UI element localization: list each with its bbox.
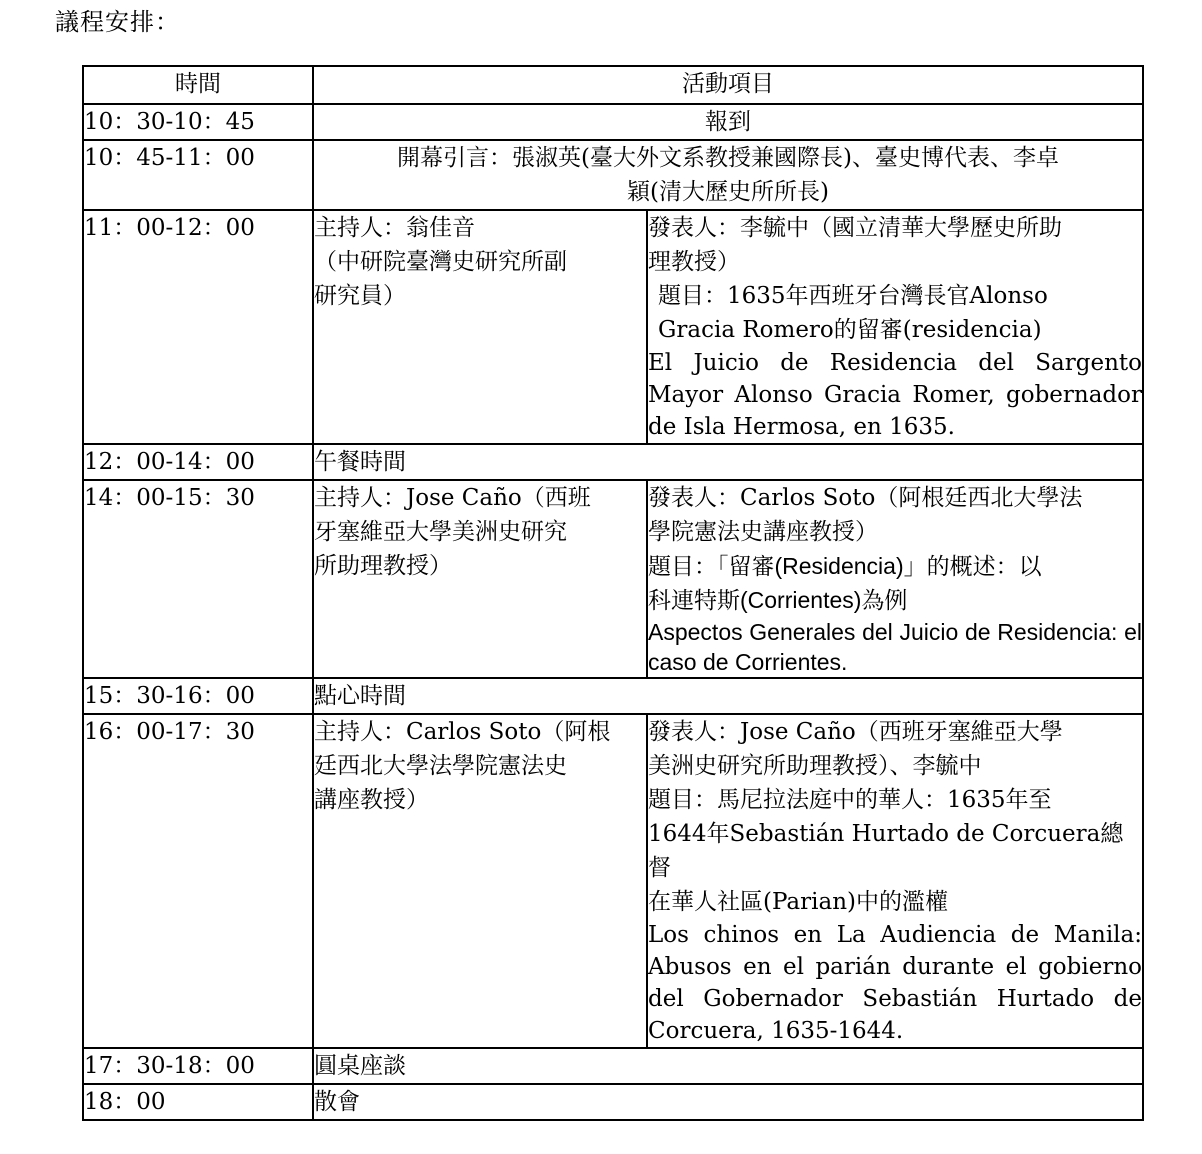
topic-line: 題目：馬尼拉法庭中的華人：1635年至 [648, 787, 1052, 813]
time-cell: 17：30-18：00 [83, 1048, 313, 1084]
agenda-table [82, 65, 1144, 1121]
host-line: 牙塞維亞大學美洲史研究 [314, 519, 567, 545]
topic-line: 科連特斯(Corrientes)為例 [648, 587, 908, 613]
presentation-cell [647, 210, 1143, 444]
table-row [83, 140, 1143, 210]
host-line: （中研院臺灣史研究所副 [314, 249, 567, 275]
spanish-title: Aspectos Generales del Juicio de Residencia: el caso de Corrientes. [648, 619, 1142, 675]
table-row [83, 480, 1143, 678]
topic-line: 題目：「留審(Residencia)」的概述：以 [648, 553, 1042, 579]
table-row [83, 714, 1143, 1048]
activity-cell: 點心時間 [313, 678, 1143, 714]
time-cell: 12：00-14：00 [83, 444, 313, 480]
presentation-cell [647, 714, 1143, 1048]
host-line: 所助理教授） [314, 553, 452, 579]
table-header-row [83, 66, 1143, 104]
opening-remarks-line: 穎(清大歷史所所長) [627, 179, 829, 205]
table-row [83, 1048, 1143, 1084]
time-cell: 11：00-12：00 [83, 210, 313, 444]
table-row [83, 1084, 1143, 1120]
presenter-line: 美洲史研究所助理教授）、李毓中 [648, 753, 982, 779]
host-line: 主持人：Jose Caño（西班 [314, 485, 591, 511]
page-heading: 議程安排： [55, 8, 180, 36]
presenter-line: 發表人：Jose Caño（西班牙塞維亞大學 [648, 719, 1063, 745]
presenter-line: 學院憲法史講座教授） [648, 519, 878, 545]
host-line: 研究員） [314, 283, 406, 309]
opening-remarks-cell [313, 140, 1143, 210]
host-line: 主持人：翁佳音 [314, 215, 475, 241]
table-row [83, 444, 1143, 480]
time-cell: 10：30-10：45 [83, 104, 313, 140]
table-row [83, 104, 1143, 140]
table-row [83, 678, 1143, 714]
activity-cell: 圓桌座談 [313, 1048, 1143, 1084]
topic-line: 1644年Sebastián Hurtado de Corcuera總督 [648, 821, 1124, 881]
host-cell [313, 210, 647, 444]
activity-cell: 報到 [313, 104, 1143, 140]
presenter-line: 發表人：李毓中（國立清華大學歷史所助 [648, 215, 1062, 241]
header-activity: 活動項目 [313, 66, 1143, 104]
spanish-title: El Juicio de Residencia del Sargento Mayor Alonso Gracia Romer, gobernador de Isla Hermosa, en 1635. [648, 350, 1142, 440]
host-cell [313, 714, 647, 1048]
table-row [83, 210, 1143, 444]
activity-cell: 午餐時間 [313, 444, 1143, 480]
time-cell: 10：45-11：00 [83, 140, 313, 210]
activity-cell: 散會 [313, 1084, 1143, 1120]
host-line: 主持人：Carlos Soto（阿根 [314, 719, 611, 745]
presenter-line: 發表人：Carlos Soto（阿根廷西北大學法 [648, 485, 1083, 511]
host-line: 廷西北大學法學院憲法史 [314, 753, 567, 779]
topic-line: 題目：1635年西班牙台灣長官Alonso [658, 283, 1048, 309]
spanish-title: Los chinos en La Audiencia de Manila: Abusos en el parián durante el gobierno del Gobernador Sebastián Hurtado de Corcuera, 1635-1644. [648, 922, 1142, 1044]
topic-line: Gracia Romero的留審(residencia) [658, 317, 1042, 343]
host-line: 講座教授） [314, 787, 429, 813]
topic-line: 在華人社區(Parian)中的濫權 [648, 889, 948, 915]
presenter-line: 理教授） [648, 249, 740, 275]
time-cell: 14：00-15：30 [83, 480, 313, 678]
time-cell: 15：30-16：00 [83, 678, 313, 714]
host-cell [313, 480, 647, 678]
time-cell: 18：00 [83, 1084, 313, 1120]
presentation-cell [647, 480, 1143, 678]
header-time: 時間 [83, 66, 313, 104]
opening-remarks-line: 開幕引言：張淑英(臺大外文系教授兼國際長)、臺史博代表、李卓 [397, 145, 1059, 171]
time-cell: 16：00-17：30 [83, 714, 313, 1048]
